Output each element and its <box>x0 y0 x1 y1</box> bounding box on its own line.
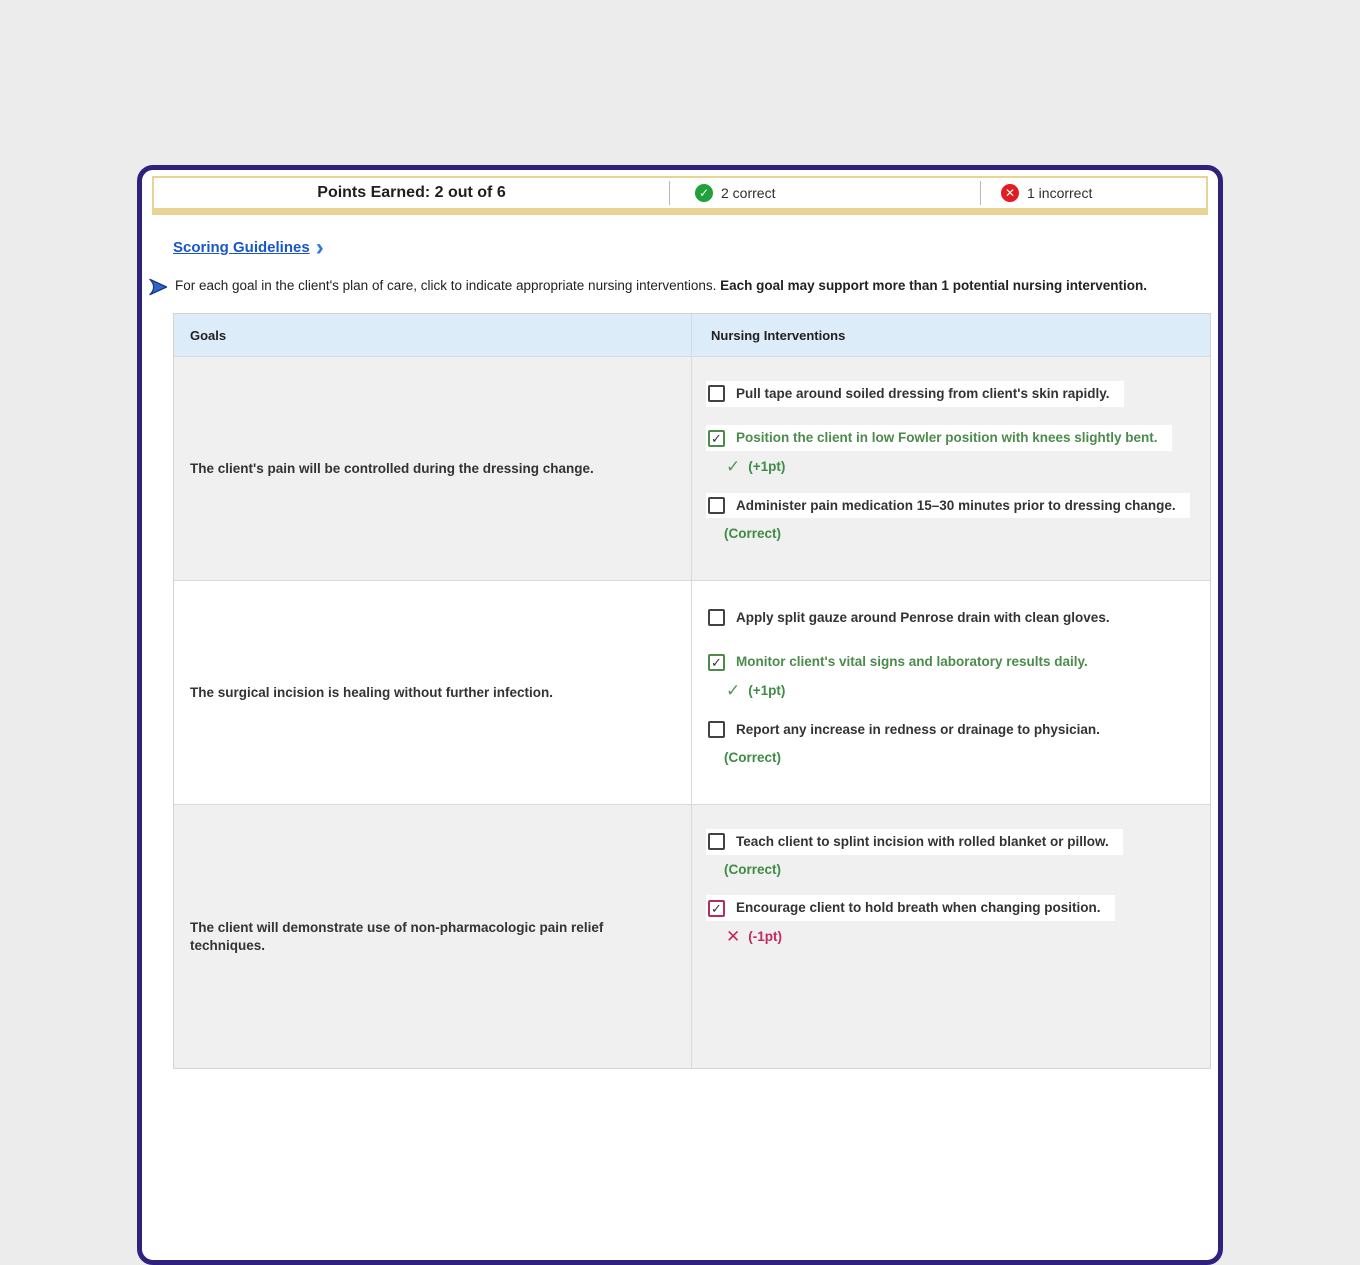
incorrect-status <box>981 178 1206 208</box>
checkbox-check-glyph: ✓ <box>711 654 722 670</box>
goal-cell: The client will demonstrate use of non-pharmacologic pain relief techniques. <box>190 919 604 953</box>
intervention-label: Report any increase in redness or drainage to physician. <box>736 721 1100 737</box>
score-feedback <box>726 682 1192 699</box>
instruction-arrow-icon <box>148 278 168 301</box>
intervention-label: Administer pain medication 15–30 minutes prior to dressing change. <box>736 497 1176 513</box>
interventions-cell <box>691 581 1210 804</box>
x-circle-icon: ✕ <box>1001 184 1019 202</box>
intervention-option <box>706 605 1192 631</box>
goal-cell: The surgical incision is healing without further infection. <box>190 684 554 700</box>
instructions-text <box>175 277 1147 295</box>
correct-count-label: 2 correct <box>721 185 776 201</box>
score-feedback <box>724 750 1192 765</box>
scoring-guidelines-label: Scoring Guidelines <box>173 239 310 256</box>
intervention-option-line[interactable] <box>706 493 1190 519</box>
main-content <box>142 215 1218 1069</box>
checkbox-checked[interactable] <box>708 900 725 917</box>
score-feedback <box>724 526 1192 541</box>
table-row <box>174 804 1210 1068</box>
intervention-label: Apply split gauze around Penrose drain with clean gloves. <box>736 610 1110 625</box>
table-header-row <box>174 314 1210 356</box>
instructions-bold: Each goal may support more than 1 potential nursing intervention. <box>720 278 1147 293</box>
intervention-option <box>706 381 1192 407</box>
score-feedback <box>724 862 1192 877</box>
intervention-option-line[interactable] <box>706 895 1115 921</box>
intervention-option-line[interactable] <box>706 381 1124 407</box>
checkbox-unchecked[interactable] <box>708 609 725 626</box>
intervention-label: Pull tape around soiled dressing from client's skin rapidly. <box>736 386 1110 401</box>
score-feedback <box>726 458 1192 475</box>
intervention-option-line[interactable] <box>706 649 1102 675</box>
intervention-label: Monitor client's vital signs and laboratory results daily. <box>736 654 1088 670</box>
score-feedback <box>726 928 1192 945</box>
instructions-row <box>148 277 1206 301</box>
feedback-label: (Correct) <box>724 862 782 878</box>
table-row <box>174 580 1210 804</box>
intervention-option-line[interactable] <box>706 605 1124 631</box>
scoring-guidelines-link[interactable] <box>173 233 324 261</box>
feedback-label: (-1pt) <box>748 928 782 944</box>
checkbox-unchecked[interactable] <box>708 385 725 402</box>
intervention-label: Position the client in low Fowler position with knees slightly bent. <box>736 430 1158 446</box>
intervention-label: Teach client to splint incision with rolled blanket or pillow. <box>736 834 1109 849</box>
intervention-option <box>706 493 1192 541</box>
checkbox-unchecked[interactable] <box>708 833 725 850</box>
intervention-label: Encourage client to hold breath when changing position. <box>736 900 1101 916</box>
feedback-label: (Correct) <box>724 526 782 542</box>
interventions-cell <box>691 357 1210 580</box>
checkbox-checked[interactable] <box>708 654 725 671</box>
goal-cell: The client's pain will be controlled during the dressing change. <box>190 460 594 476</box>
intervention-option <box>706 649 1192 699</box>
earned-check-icon: ✓ <box>726 680 741 700</box>
check-circle-icon: ✓ <box>695 184 713 202</box>
intervention-option <box>706 425 1192 475</box>
chevron-right-icon: › <box>315 233 324 261</box>
intervention-option <box>706 895 1192 945</box>
score-bar <box>152 176 1208 215</box>
intervention-option-line[interactable] <box>706 717 1114 743</box>
correct-status <box>670 178 980 208</box>
earned-check-icon: ✓ <box>726 456 741 476</box>
intervention-option-line[interactable] <box>706 829 1123 855</box>
checkbox-unchecked[interactable] <box>708 721 725 738</box>
column-header-interventions: Nursing Interventions <box>691 314 1210 356</box>
feedback-label: (+1pt) <box>748 682 786 698</box>
assessment-card <box>137 165 1223 1265</box>
feedback-label: (Correct) <box>724 750 782 766</box>
feedback-label: (+1pt) <box>748 458 786 474</box>
points-earned-section <box>154 178 669 208</box>
checkbox-unchecked[interactable] <box>708 497 725 514</box>
checkbox-check-glyph: ✓ <box>711 900 722 916</box>
intervention-option <box>706 717 1192 765</box>
table-row <box>174 356 1210 580</box>
goals-interventions-table <box>173 313 1211 1069</box>
incorrect-count-label: 1 incorrect <box>1027 185 1093 201</box>
lost-cross-icon: ✕ <box>726 926 741 946</box>
points-earned-label: Points Earned: 2 out of 6 <box>317 184 506 201</box>
intervention-option-line[interactable] <box>706 425 1172 451</box>
checkbox-check-glyph: ✓ <box>711 430 722 446</box>
intervention-option <box>706 829 1192 877</box>
interventions-cell <box>691 805 1210 1068</box>
column-header-goals: Goals <box>190 327 227 343</box>
instructions-normal: For each goal in the client's plan of care, click to indicate appropriate nursing interventions. <box>175 278 721 293</box>
checkbox-checked[interactable] <box>708 430 725 447</box>
